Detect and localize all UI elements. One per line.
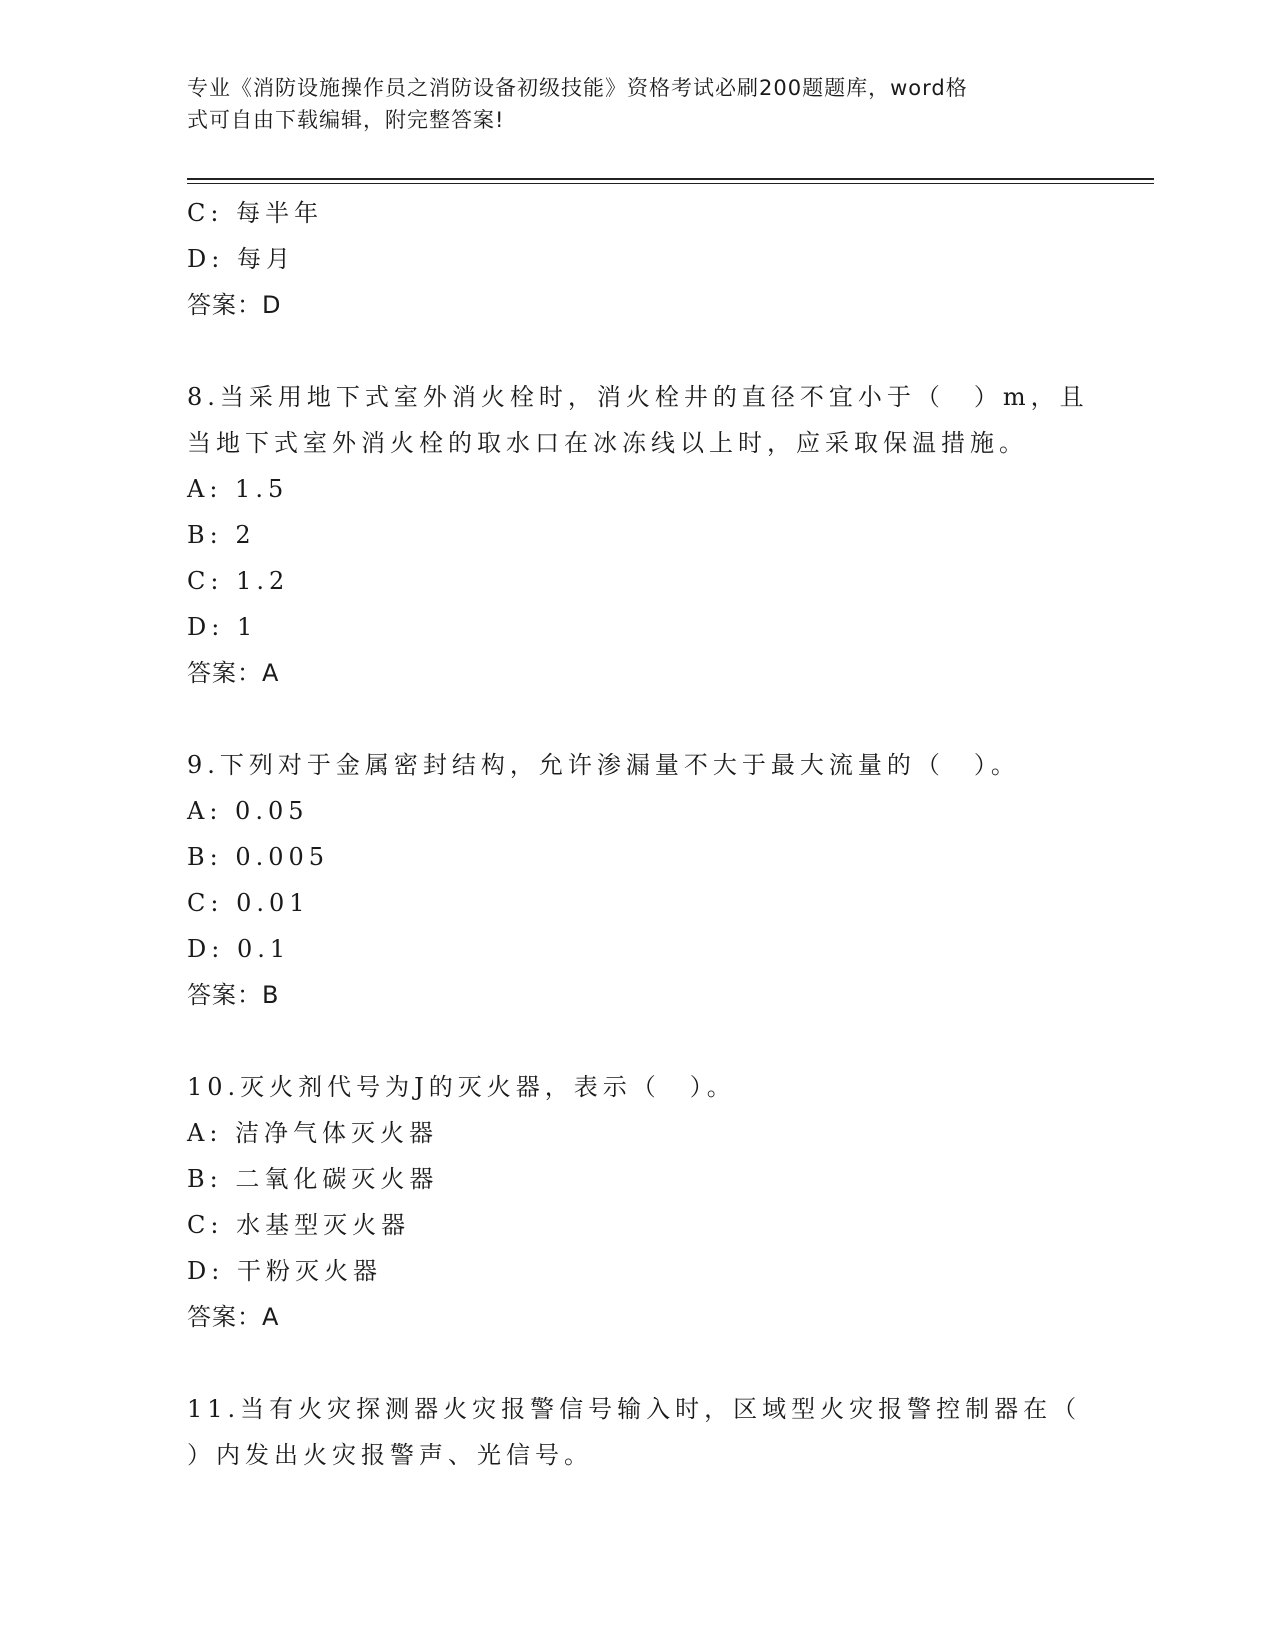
header-divider-thin: [187, 183, 1154, 184]
option-d: D: 每月: [187, 245, 295, 273]
option-d: D: 0.1: [187, 935, 291, 963]
spacer: [187, 696, 1087, 742]
spacer: [187, 1340, 1087, 1386]
option-c: C: 每半年: [187, 199, 324, 227]
answer: 答案：D: [187, 291, 282, 319]
option-b: B: 2: [187, 521, 256, 549]
question-text: 11.当有火灾探测器火灾报警信号输入时，区域型火灾报警控制器在（: [187, 1395, 1082, 1423]
answer: 答案：B: [187, 981, 280, 1009]
option-b: B: 二氧化碳灭火器: [187, 1165, 439, 1193]
question-7-tail: [187, 190, 1087, 328]
spacer: [187, 1018, 1087, 1064]
option-a: A: 洁净气体灭火器: [187, 1119, 439, 1147]
option-c: C: 0.01: [187, 889, 310, 917]
option-b: B: 0.005: [187, 843, 330, 871]
question-list: [187, 190, 1087, 1478]
header-title-line-2: 式可自由下载编辑，附完整答案!: [187, 108, 505, 132]
header-title-line-1: 专业《消防设施操作员之消防设备初级技能》资格考试必刷200题题库，word格: [187, 76, 968, 100]
option-c: C: 水基型灭火器: [187, 1211, 411, 1239]
document-header: [187, 72, 1067, 136]
spacer: [187, 328, 1087, 374]
question-text: ）内发出火灾报警声、光信号。: [187, 1441, 593, 1469]
question-text: 10.灭火剂代号为J的灭火器，表示（ ）。: [187, 1073, 736, 1101]
option-a: A: 0.05: [187, 797, 309, 825]
answer: 答案：A: [187, 659, 280, 687]
question-10: [187, 1064, 1087, 1340]
option-d: D: 1: [187, 613, 258, 641]
question-text: 8.当采用地下式室外消火栓时，消火栓井的直径不宜小于（ ）m，且: [187, 383, 1089, 411]
question-text: 9.下列对于金属密封结构，允许渗漏量不大于最大流量的（ ）。: [187, 751, 1020, 779]
question-text: 当地下式室外消火栓的取水口在冰冻线以上时，应采取保温措施。: [187, 429, 1028, 457]
option-d: D: 干粉灭火器: [187, 1257, 382, 1285]
option-c: C: 1.2: [187, 567, 290, 595]
question-9: [187, 742, 1087, 1018]
option-a: A: 1.5: [187, 475, 289, 503]
question-11: [187, 1386, 1087, 1478]
header-divider-thick: [187, 178, 1154, 180]
question-8: [187, 374, 1087, 696]
answer: 答案：A: [187, 1303, 280, 1331]
